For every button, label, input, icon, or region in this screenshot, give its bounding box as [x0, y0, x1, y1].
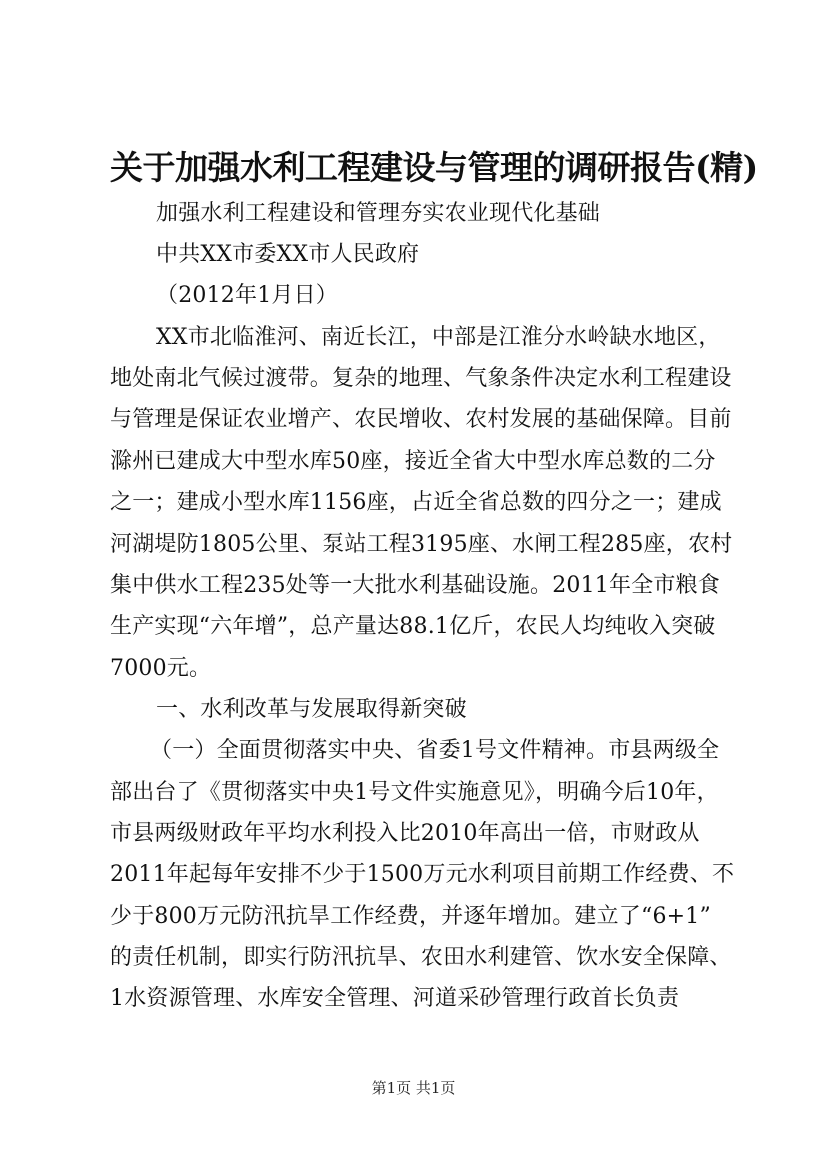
paragraph-2-line-3: 市县两级财政年平均水利投入比2010年高出一倍，市财政从: [110, 821, 700, 846]
paragraph-2-line-1: （一）全面贯彻落实中央、省委1号文件精神。市县两级全: [150, 738, 720, 763]
paragraph-1-line-9: 7000元。: [110, 656, 212, 681]
paragraph-1-line-2: 地处南北气候过渡带。复杂的地理、气象条件决定水利工程建设: [110, 366, 732, 391]
paragraph-2-line-5: 少于800万元防汛抗旱工作经费，并逐年增加。建立了“6+1”: [110, 904, 711, 929]
document-title: 关于加强水利工程建设与管理的调研报告(精): [110, 148, 758, 187]
paragraph-2-line-7: 1水资源管理、水库安全管理、河道采砂管理行政首长负责: [110, 986, 680, 1011]
paragraph-1-line-3: 与管理是保证农业增产、农民增收、农村发展的基础保障。目前: [110, 407, 732, 432]
paragraph-1-line-7: 集中供水工程235处等一大批水利基础设施。2011年全市粮食: [110, 573, 720, 598]
document-date: （2012年1月日）: [156, 283, 338, 308]
paragraph-2-line-6: 的责任机制，即实行防汛抗旱、农田水利建管、饮水安全保障、: [110, 945, 732, 970]
paragraph-1-line-8: 生产实现“六年增”，总产量达88.1亿斤，农民人均纯收入突破: [110, 614, 716, 639]
paragraph-2-line-2: 部出台了《贯彻落实中央1号文件实施意见》，明确今后10年，: [110, 780, 719, 805]
paragraph-1-line-1: XX市北临淮河、南近长江，中部是江淮分水岭缺水地区，: [156, 325, 721, 350]
paragraph-1-line-4: 滁州已建成大中型水库50座，接近全省大中型水库总数的二分: [110, 449, 716, 474]
page-footer: 第1页 共1页: [371, 1079, 456, 1097]
paragraph-1-line-6: 河湖堤防1805公里、泵站工程3195座、水闸工程285座，农村: [110, 532, 733, 557]
document-subtitle: 加强水利工程建设和管理夯实农业现代化基础: [156, 201, 601, 226]
section-heading-1: 一、水利改革与发展取得新突破: [156, 697, 467, 722]
paragraph-2-line-4: 2011年起每年安排不少于1500万元水利项目前期工作经费、不: [110, 862, 735, 887]
document-author: 中共XX市委XX市人民政府: [156, 242, 420, 267]
paragraph-1-line-5: 之一；建成小型水库1156座，占近全省总数的四分之一；建成: [110, 490, 722, 515]
